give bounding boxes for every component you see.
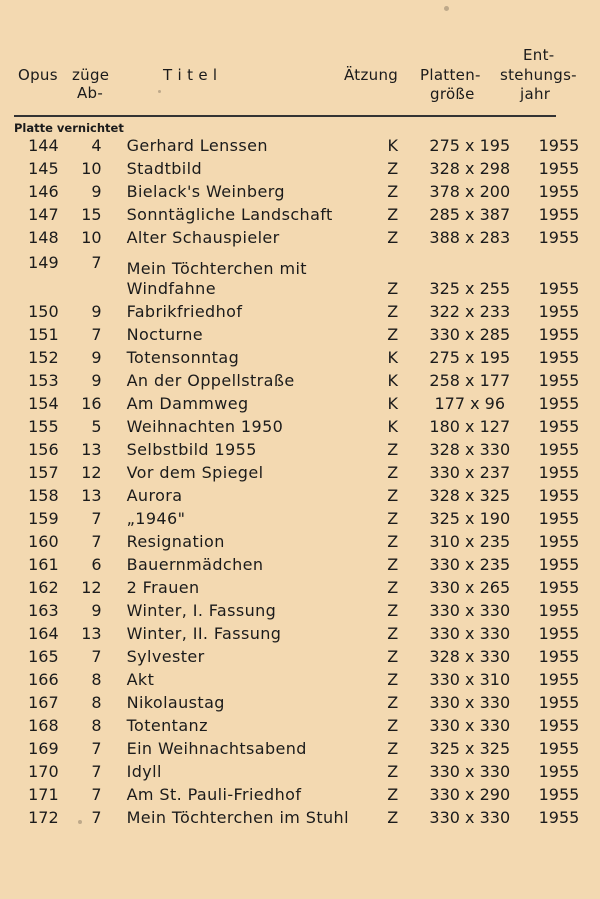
opus-cell: 169 [28,739,59,758]
abzuege-cell: 7 [91,253,102,272]
abzuege-cell: 9 [91,601,102,620]
table-row [0,759,600,782]
title-cell: Bauernmädchen [126,555,264,574]
opus-cell: 147 [28,205,59,224]
abzuege-cell: 7 [91,808,102,827]
opus-cell: 163 [28,601,59,620]
aetzung-cell: K [387,394,398,413]
abzuege-cell: 9 [91,182,102,201]
table-row [0,598,600,621]
aetzung-cell: K [387,136,398,155]
title-cell: Vor dem Spiegel [126,463,264,482]
title-cell: Winter, II. Fassung [126,624,282,643]
year-cell: 1955 [538,601,580,620]
table-row [0,345,600,368]
title-line: Mein Töchterchen mit [126,259,307,278]
opus-cell: 144 [28,136,59,155]
plate-size-cell: 328 x 325 [429,486,511,505]
plate-size-cell: 330 x 237 [429,463,511,482]
opus-cell: 164 [28,624,59,643]
year-cell: 1955 [538,624,580,643]
table-row [0,225,600,248]
year-cell: 1955 [538,785,580,804]
year-cell: 1955 [538,762,580,781]
plate-size-cell: 275 x 195 [429,136,511,155]
table-row [0,621,600,644]
opus-cell: 155 [28,417,59,436]
plate-size-cell: 330 x 290 [429,785,511,804]
abzuege-cell: 10 [81,159,102,178]
aetzung-cell: Z [387,463,399,482]
abzuege-cell: 13 [81,486,102,505]
aetzung-cell: Z [387,440,399,459]
table-row [0,299,600,322]
title-cell: 2 Frauen [126,578,200,597]
table-row [0,202,600,225]
abzuege-cell: 7 [91,509,102,528]
aetzung-cell: Z [387,624,399,643]
platte-vernichtet-note: Platte vernichtet [14,121,124,135]
title-cell: „1946" [126,509,186,528]
year-cell: 1955 [538,808,580,827]
year-cell: 1955 [538,739,580,758]
abzuege-cell: 13 [81,624,102,643]
aetzung-cell: Z [387,785,399,804]
plate-size-cell: 258 x 177 [429,371,511,390]
aetzung-cell: Z [387,159,399,178]
abzuege-cell: 9 [91,302,102,321]
year-cell: 1955 [538,348,580,367]
year-cell: 1955 [538,532,580,551]
year-cell: 1955 [538,463,580,482]
plate-size-cell: 180 x 127 [429,417,511,436]
table-row [0,483,600,506]
table-row [0,529,600,552]
aetzung-cell: K [387,371,398,390]
header-opus: Opus [18,66,58,84]
table-row [0,713,600,736]
year-cell: 1955 [538,509,580,528]
opus-cell: 156 [28,440,59,459]
table-row [0,391,600,414]
header-titel: T i t e l [163,66,218,84]
abzuege-cell: 5 [91,417,102,436]
plate-size-cell: 388 x 283 [429,228,511,247]
year-cell: 1955 [538,371,580,390]
table-row [0,506,600,529]
abzuege-cell: 12 [81,463,102,482]
abzuege-cell: 16 [81,394,102,413]
plate-size-cell: 330 x 265 [429,578,511,597]
plate-size-cell: 310 x 235 [429,532,511,551]
opus-cell: 167 [28,693,59,712]
plate-size-cell: 330 x 330 [429,762,511,781]
title-cell: An der Oppellstraße [126,371,295,390]
paper-speck [78,820,82,824]
aetzung-cell: Z [387,532,399,551]
opus-cell: 151 [28,325,59,344]
title-cell: Resignation [126,532,225,551]
aetzung-cell: Z [387,228,399,247]
plate-size-cell: 330 x 330 [429,601,511,620]
title-cell: Weihnachten 1950 [126,417,284,436]
year-cell: 1955 [538,325,580,344]
opus-cell: 166 [28,670,59,689]
abzuege-cell: 15 [81,205,102,224]
title-cell: Alter Schauspieler [126,228,280,247]
title-cell: Fabrikfriedhof [126,302,243,321]
aetzung-cell: Z [387,808,399,827]
opus-cell: 170 [28,762,59,781]
opus-cell: 161 [28,555,59,574]
plate-size-cell: 322 x 233 [429,302,511,321]
aetzung-cell: Z [387,739,399,758]
title-cell: Am St. Pauli-Friedhof [126,785,302,804]
abzuege-cell: 7 [91,647,102,666]
opus-cell: 172 [28,808,59,827]
header-jahr-mid: stehungs- [500,66,577,84]
abzuege-cell: 8 [91,693,102,712]
abzuege-cell: 6 [91,555,102,574]
aetzung-cell: Z [387,601,399,620]
table-row [0,667,600,690]
title-cell: Mein Töchterchen im Stuhl [126,808,349,827]
abzuege-cell: 7 [91,739,102,758]
opus-cell: 165 [28,647,59,666]
table-row [0,133,600,156]
year-cell: 1955 [538,693,580,712]
abzuege-cell: 7 [91,762,102,781]
plate-size-cell: 330 x 310 [429,670,511,689]
aetzung-cell: Z [387,325,399,344]
table-row [0,736,600,759]
title-cell: Sonntägliche Landschaft [126,205,333,224]
table-row [0,414,600,437]
aetzung-cell: Z [387,762,399,781]
title-cell: Totentanz [126,716,208,735]
table-row [0,248,600,299]
abzuege-cell: 7 [91,532,102,551]
title-cell: Gerhard Lenssen [126,136,268,155]
title-line: Windfahne [126,279,216,298]
plate-size-cell: 330 x 330 [429,808,511,827]
plate-size-cell: 177 x 96 [434,394,506,413]
opus-cell: 159 [28,509,59,528]
header-platten-top: Platten- [420,66,481,84]
year-cell: 1955 [538,136,580,155]
table-row [0,322,600,345]
plate-size-cell: 330 x 285 [429,325,511,344]
year-cell: 1955 [538,647,580,666]
plate-size-cell: 330 x 330 [429,716,511,735]
title-cell: Idyll [126,762,162,781]
year-cell: 1955 [538,394,580,413]
title-cell: Am Dammweg [126,394,249,413]
year-cell: 1955 [538,279,580,298]
header-jahr-top: Ent- [523,46,555,64]
opus-cell: 148 [28,228,59,247]
aetzung-cell: Z [387,486,399,505]
aetzung-cell: K [387,417,398,436]
title-cell: Sylvester [126,647,205,666]
plate-size-cell: 328 x 330 [429,440,511,459]
aetzung-cell: Z [387,716,399,735]
abzuege-cell: 9 [91,348,102,367]
title-cell: Nikolaustag [126,693,225,712]
table-row [0,552,600,575]
year-cell: 1955 [538,302,580,321]
aetzung-cell: Z [387,509,399,528]
year-cell: 1955 [538,417,580,436]
title-cell: Aurora [126,486,183,505]
opus-cell: 162 [28,578,59,597]
aetzung-cell: Z [387,279,399,298]
plate-size-cell: 325 x 255 [429,279,511,298]
year-cell: 1955 [538,182,580,201]
opus-cell: 149 [28,253,59,272]
title-cell: Bielack's Weinberg [126,182,285,201]
title-cell: Selbstbild 1955 [126,440,257,459]
header-zuege-bottom: Ab- [77,84,104,102]
abzuege-cell: 13 [81,440,102,459]
title-cell: Ein Weihnachtsabend [126,739,307,758]
table-row [0,368,600,391]
plate-size-cell: 328 x 298 [429,159,511,178]
plate-size-cell: 330 x 235 [429,555,511,574]
opus-cell: 146 [28,182,59,201]
year-cell: 1955 [538,486,580,505]
title-cell: Stadtbild [126,159,203,178]
table-row [0,575,600,598]
opus-cell: 150 [28,302,59,321]
header-zuege-top: züge [72,66,110,84]
table-row [0,460,600,483]
title-cell [102,248,364,299]
year-cell: 1955 [538,716,580,735]
title-cell: Totensonntag [126,348,240,367]
year-cell: 1955 [538,205,580,224]
opus-cell: 154 [28,394,59,413]
abzuege-cell: 10 [81,228,102,247]
aetzung-cell: Z [387,693,399,712]
abzuege-cell: 12 [81,578,102,597]
aetzung-cell: Z [387,670,399,689]
header-aetzung: Ätzung [344,66,399,84]
table-row [0,437,600,460]
abzuege-cell: 7 [91,785,102,804]
year-cell: 1955 [538,555,580,574]
opus-cell: 153 [28,371,59,390]
paper-speck [158,90,161,93]
plate-size-cell: 285 x 387 [429,205,511,224]
opus-cell: 145 [28,159,59,178]
table-row [0,690,600,713]
plate-size-cell: 378 x 200 [429,182,511,201]
year-cell: 1955 [538,440,580,459]
header-rule [14,115,556,117]
plate-size-cell: 330 x 330 [429,624,511,643]
year-cell: 1955 [538,670,580,689]
opus-cell: 157 [28,463,59,482]
paper-speck [444,6,449,11]
aetzung-cell: Z [387,647,399,666]
title-cell: Akt [126,670,155,689]
header-platten-bottom: größe [430,85,475,103]
header-jahr-bottom: jahr [520,85,551,103]
year-cell: 1955 [538,228,580,247]
table-row [0,782,600,805]
aetzung-cell: K [387,348,398,367]
catalog-table [0,133,600,828]
abzuege-cell: 4 [91,136,102,155]
table-row [0,156,600,179]
table-row [0,644,600,667]
abzuege-cell: 7 [91,325,102,344]
aetzung-cell: Z [387,182,399,201]
opus-cell: 158 [28,486,59,505]
table-row [0,179,600,202]
plate-size-cell: 325 x 325 [429,739,511,758]
aetzung-cell: Z [387,205,399,224]
abzuege-cell: 9 [91,371,102,390]
aetzung-cell: Z [387,578,399,597]
aetzung-cell: Z [387,302,399,321]
plate-size-cell: 330 x 330 [429,693,511,712]
opus-cell: 171 [28,785,59,804]
year-cell: 1955 [538,159,580,178]
opus-cell: 152 [28,348,59,367]
plate-size-cell: 325 x 190 [429,509,511,528]
abzuege-cell: 8 [91,670,102,689]
aetzung-cell: Z [387,555,399,574]
title-cell: Winter, I. Fassung [126,601,277,620]
table-row [0,805,600,828]
opus-cell: 160 [28,532,59,551]
plate-size-cell: 328 x 330 [429,647,511,666]
year-cell: 1955 [538,578,580,597]
abzuege-cell: 8 [91,716,102,735]
plate-size-cell: 275 x 195 [429,348,511,367]
title-cell: Nocturne [126,325,204,344]
opus-cell: 168 [28,716,59,735]
